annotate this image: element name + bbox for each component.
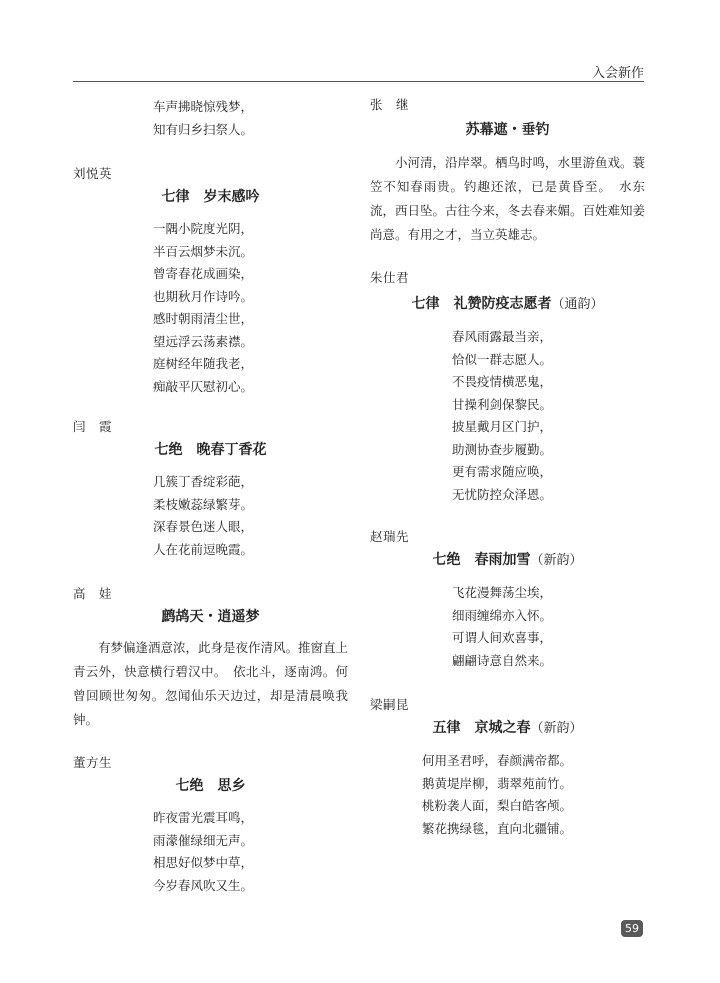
- poem-line: 雨濛催绿细无声。: [153, 832, 254, 848]
- author-name: 赵瑞先: [370, 529, 410, 544]
- poem-title-text: 鹧鸪天・逍遥梦: [161, 609, 260, 625]
- left-column: [73, 96, 348, 897]
- poem-title: [73, 439, 348, 461]
- page-number: 59: [621, 920, 643, 937]
- poem-line: 柔枝嫩蕊绿繁芽。: [153, 496, 254, 512]
- poem-title: [73, 186, 348, 208]
- author-name: 董方生: [73, 755, 113, 770]
- author-name: 高 娃: [73, 586, 113, 601]
- poem-line: 一隅小院度光阴，: [153, 221, 254, 236]
- poem-line: 鹅黄堤岸柳，翡翠苑前竹。: [422, 775, 573, 791]
- poem-title: [73, 606, 348, 628]
- rhyme-note: （通韵）: [551, 297, 604, 312]
- poem-line: 几簇丁香绽彩葩，: [153, 474, 254, 489]
- author-name: 闫 霞: [73, 419, 113, 434]
- poem-lines: [73, 96, 348, 141]
- poem-line: 痴敲平仄慰初心。: [153, 378, 254, 394]
- poem-line: 可谓人间欢喜事，: [452, 630, 553, 645]
- poem-prose: 小河清，沿岸翠。栖鸟时鸣，水里游鱼戏。蓑笠不知春雨贵。钓趣还浓，已是黄昏至。 水东流，西日坠。古往今来，冬去春来媚。百姓难知姜尚意。有用之才，当立英雄志。: [370, 155, 646, 242]
- poem-line: 何用圣君呼，春颜满帝都。: [422, 753, 573, 768]
- poem-line: 助测协查步履勤。: [452, 441, 553, 457]
- poem-line: 更有需求随应唤，: [452, 464, 553, 479]
- poem-title: [370, 293, 645, 316]
- author-name: 刘悦英: [73, 166, 113, 181]
- poem-line: 人在花前逗晚霞。: [153, 541, 254, 557]
- poem-line: 翩翩诗意自然来。: [452, 652, 553, 668]
- author-name: 梁嗣昆: [370, 697, 410, 712]
- poem-title-text: 七绝 思乡: [175, 778, 246, 794]
- poem-title-text: 苏幕遮・垂钓: [465, 122, 550, 138]
- right-column: [370, 96, 645, 840]
- poem-line: 昨夜雷光震耳鸣，: [153, 810, 254, 825]
- poem-line: 相思好似梦中草，: [153, 855, 254, 870]
- poem-line: 披星戴月区门护，: [452, 419, 553, 434]
- poem-line: 庭树经年随我老，: [153, 356, 254, 371]
- poem-line: 也期秋月作诗吟。: [153, 288, 254, 304]
- poem-lines: [370, 326, 645, 506]
- poem-line: 繁花携绿毯，直向北疆铺。: [422, 820, 573, 836]
- poem-title-text: 五律 京城之春: [432, 720, 531, 736]
- poem-line: 感时朝雨清尘世，: [153, 311, 254, 326]
- poem-line: 春风雨露最当亲，: [452, 329, 553, 344]
- header-divider: [73, 81, 644, 82]
- poem-lines: [370, 582, 645, 672]
- rhyme-note: （新韵）: [530, 553, 583, 568]
- poem-title-text: 七律 礼赞防疫志愿者: [411, 296, 552, 312]
- poem-line: 无忧防控众泽恩。: [452, 486, 553, 502]
- poem-lines: [73, 807, 348, 897]
- poem-title: [370, 549, 645, 572]
- poem-line: 甘操利剑保黎民。: [452, 396, 553, 412]
- poem-line: 不畏疫情横恶鬼，: [452, 374, 553, 389]
- poem-line: 曾寄春花成画染，: [153, 266, 254, 281]
- rhyme-note: （新韵）: [530, 721, 583, 736]
- poem-line: 桃粉袭人面，梨白皓客颅。: [422, 798, 573, 813]
- poem-title: [370, 717, 645, 740]
- author-name: 张 继: [370, 97, 410, 112]
- poem-line: 今岁春风吹又生。: [153, 877, 254, 893]
- poem-line: 知有归乡扫祭人。: [153, 121, 254, 137]
- poem-title: [370, 119, 645, 141]
- poem-line: 恰似一群志愿人。: [452, 351, 553, 367]
- poem-title-text: 七律 岁末感吟: [161, 189, 260, 205]
- poem-title: [73, 775, 348, 797]
- poem-line: 细雨缠绵亦入怀。: [452, 607, 553, 623]
- poem-line: 车声拂晓惊残梦，: [153, 99, 254, 114]
- poem-title-text: 七绝 春雨加雪: [432, 552, 531, 568]
- poem-line: 望远浮云荡素襟。: [153, 333, 254, 349]
- poem-prose: 有梦偏逢酒意浓，此身是夜作清风。推窗直上青云外，快意横行碧汉中。 依北斗，逐南鸿。何曾回顾世匆匆。忽闻仙乐天边过，却是清晨唤我钟。: [73, 640, 349, 727]
- poem-lines: [370, 750, 645, 840]
- poem-lines: [73, 471, 348, 561]
- poem-lines: [73, 218, 348, 398]
- poem-title-text: 七绝 晚春丁香花: [154, 442, 267, 458]
- section-title: 入会新作: [591, 66, 644, 81]
- author-name: 朱仕君: [370, 270, 410, 285]
- poem-line: 飞花漫舞荡尘埃，: [452, 585, 553, 600]
- poem-line: 深春景色迷人眼，: [153, 519, 254, 534]
- poem-line: 半百云烟梦未沉。: [153, 243, 254, 259]
